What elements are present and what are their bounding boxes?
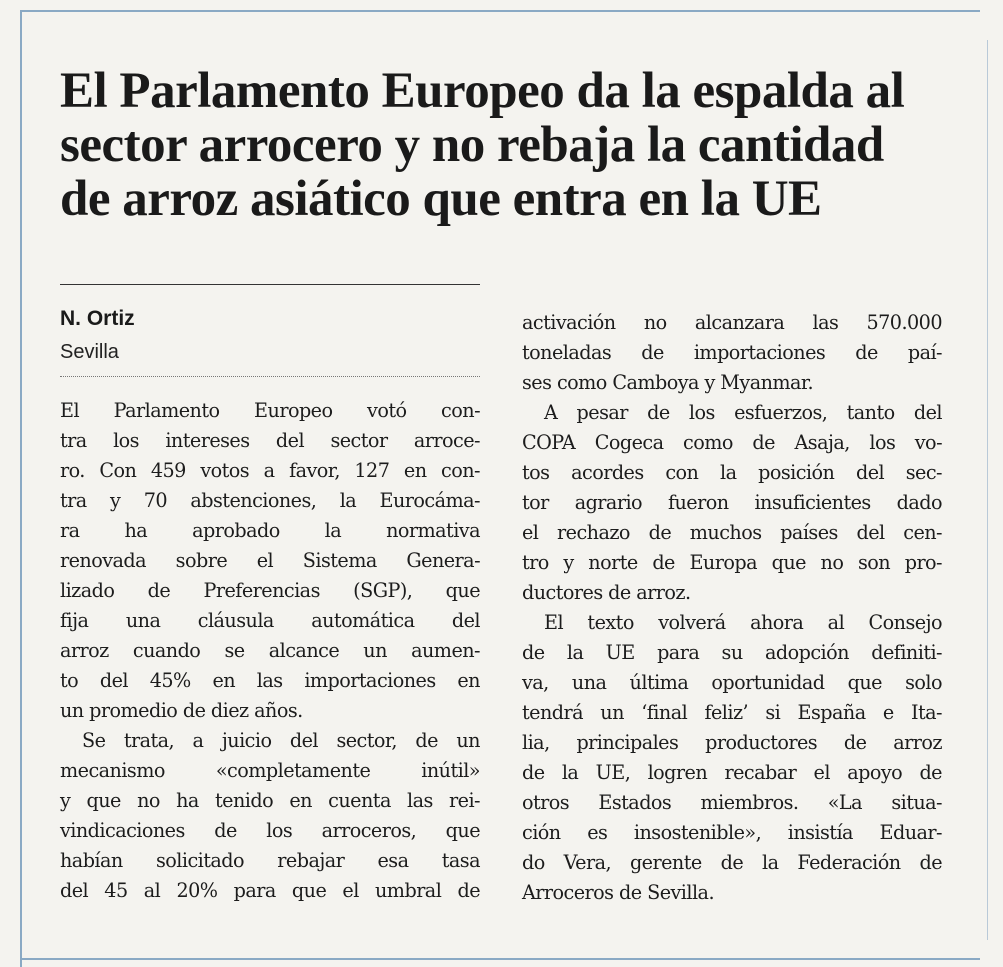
- byline-location: Sevilla: [60, 341, 119, 363]
- article-column-right: [522, 308, 942, 908]
- text-line: ra ha aprobado la normativa: [60, 519, 480, 542]
- text-line: Arroceros de Sevilla.: [522, 881, 714, 904]
- text-line: el rechazo de muchos países del cen-: [522, 521, 942, 544]
- byline-top-rule: [60, 284, 480, 285]
- text-line: tendrá un ‘final feliz’ si España e Ita-: [522, 701, 942, 724]
- text-line: tra los intereses del sector arroce-: [60, 429, 480, 452]
- text-line: mecanismo «completamente inútil»: [60, 759, 480, 782]
- text-line: de la UE para su adopción definiti-: [522, 641, 942, 664]
- text-line: del 45 al 20% para que el umbral de: [60, 879, 480, 902]
- text-line: lizado de Preferencias (SGP), que: [60, 579, 480, 602]
- text-line: Se trata, a juicio del sector, de un: [82, 729, 480, 752]
- text-line: tor agrario fueron insuficientes dado: [522, 491, 942, 514]
- headline-line: El Parlamento Europeo da la espalda al: [60, 63, 905, 119]
- text-line: un promedio de diez años.: [60, 699, 303, 722]
- text-line: lia, principales productores de arroz: [522, 731, 942, 754]
- text-line: y que no ha tenido en cuenta las rei-: [60, 789, 480, 812]
- text-line: va, una última oportunidad que solo: [522, 671, 942, 694]
- text-line: tra y 70 abstenciones, la Eurocáma-: [60, 489, 480, 512]
- text-line: tos acordes con la posición del sec-: [522, 461, 942, 484]
- headline-line: de arroz asiático que entra en la UE: [60, 171, 822, 227]
- text-line: ción es insostenible», insistía Eduar-: [522, 821, 942, 844]
- text-line: COPA Cogeca como de Asaja, los vo-: [522, 431, 942, 454]
- article-column-left: [60, 396, 480, 906]
- text-line: de la UE, logren recabar el apoyo de: [522, 761, 942, 784]
- headline: [60, 64, 960, 226]
- byline-author: N. Ortiz: [60, 307, 135, 330]
- text-line: toneladas de importaciones de paí-: [522, 341, 942, 364]
- text-line: A pesar de los esfuerzos, tanto del: [544, 401, 942, 424]
- text-line: do Vera, gerente de la Federación de: [522, 851, 942, 874]
- text-line: otros Estados miembros. «La situa-: [522, 791, 942, 814]
- page-bottom-rule: [20, 958, 980, 960]
- text-line: arroz cuando se alcance un aumen-: [60, 639, 480, 662]
- text-line: ductores de arroz.: [522, 581, 691, 604]
- headline-line: sector arrocero y no rebaja la cantidad: [60, 117, 884, 173]
- text-line: El texto volverá ahora al Consejo: [544, 611, 942, 634]
- text-line: ses como Camboya y Myanmar.: [522, 371, 813, 394]
- text-line: El Parlamento Europeo votó con-: [60, 399, 480, 422]
- byline-bottom-rule: [60, 376, 480, 377]
- column-divider-right: [987, 40, 988, 940]
- text-line: fija una cláusula automática del: [60, 609, 480, 632]
- text-line: habían solicitado rebajar esa tasa: [60, 849, 480, 872]
- text-line: vindicaciones de los arroceros, que: [60, 819, 480, 842]
- text-line: tro y norte de Europa que no son pro-: [522, 551, 942, 574]
- text-line: activación no alcanzara las 570.000: [522, 311, 942, 334]
- text-line: renovada sobre el Sistema Genera-: [60, 549, 480, 572]
- text-line: ro. Con 459 votos a favor, 127 en con-: [60, 459, 480, 482]
- text-line: to del 45% en las importaciones en: [60, 669, 480, 692]
